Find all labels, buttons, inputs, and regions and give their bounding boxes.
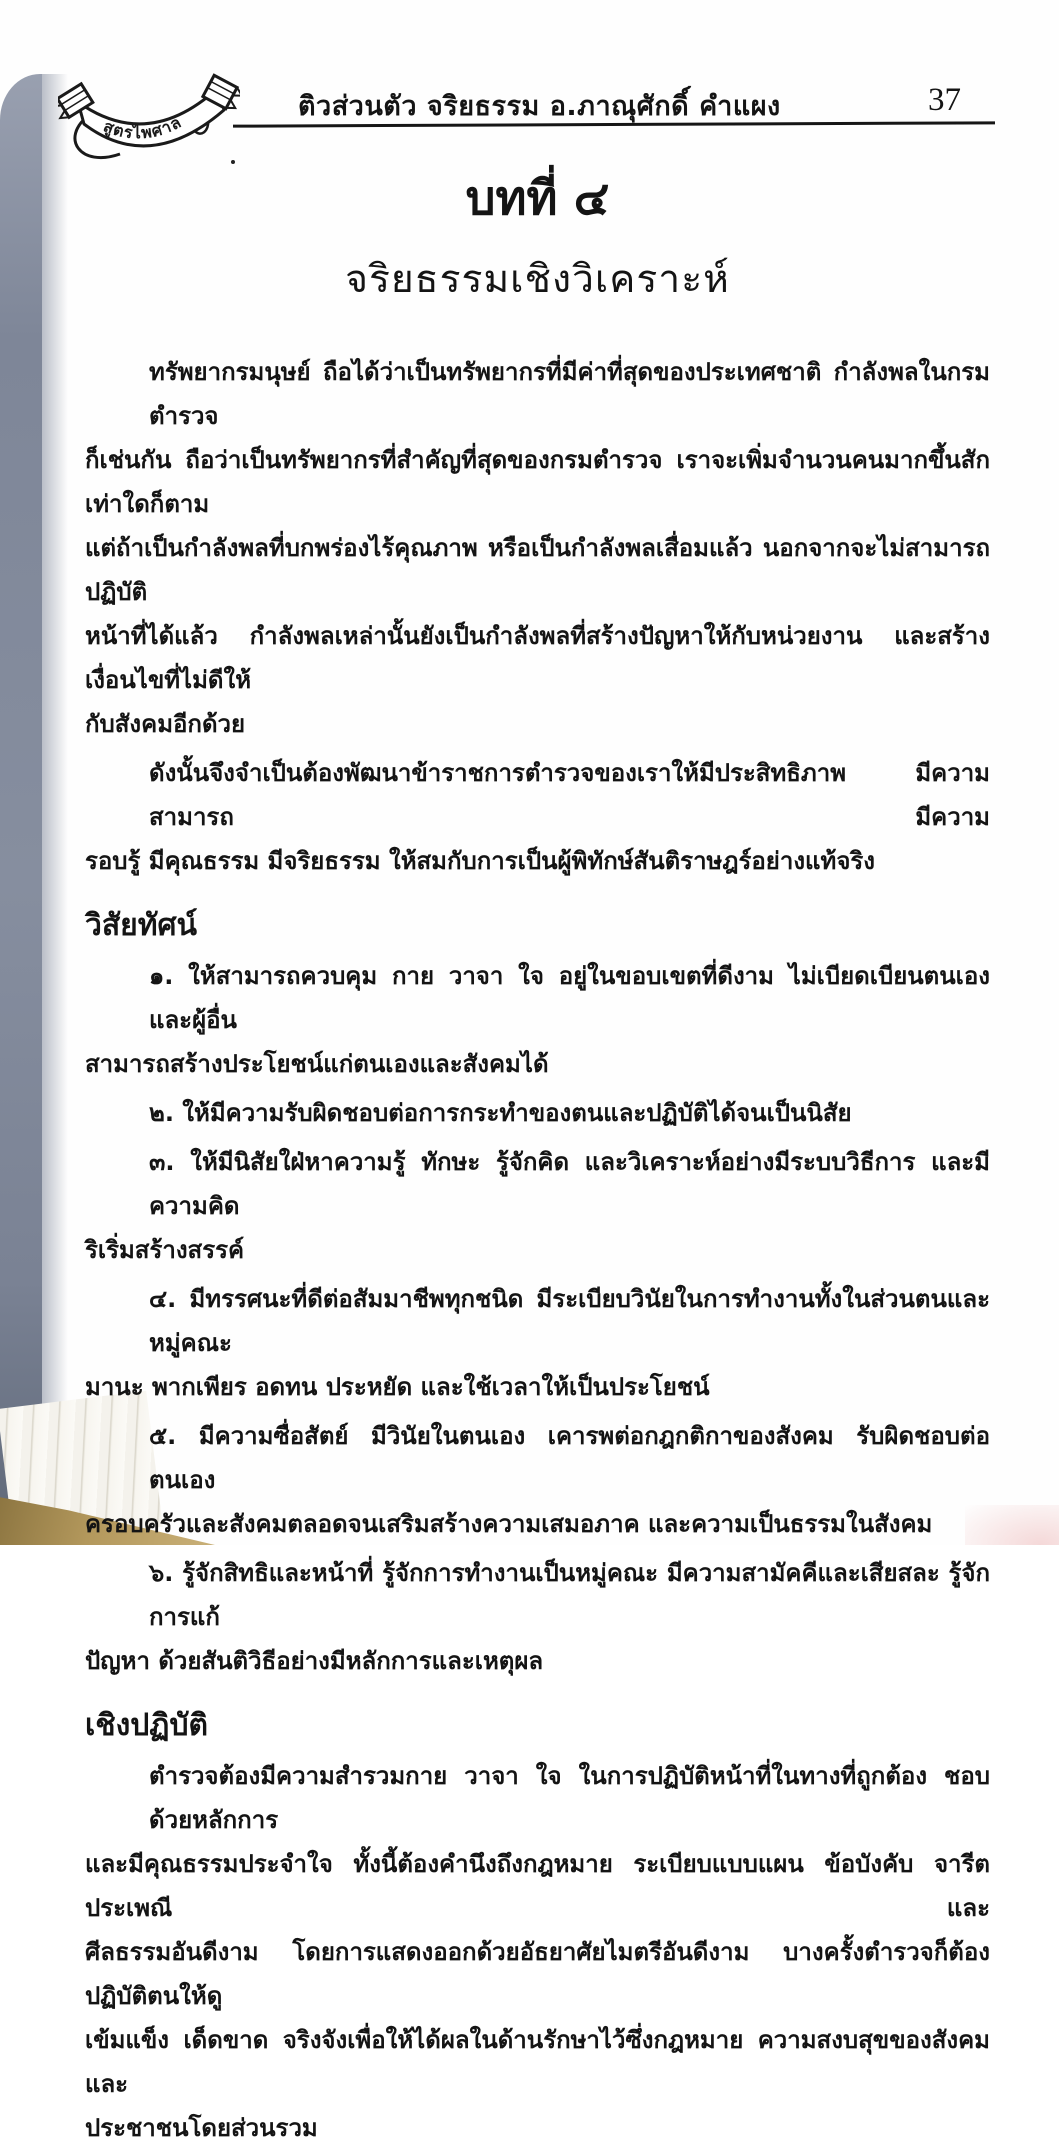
- text-line: ๕. มีความซื่อสัตย์ มีวินัยในตนเอง เคารพต่อกฎกติกาของสังคม รับผิดชอบต่อตนเอง: [149, 1422, 990, 1494]
- chapter-subtitle: จริยธรรมเชิงวิเคราะห์: [345, 257, 730, 302]
- text-line: ๓. ให้มีนิสัยใฝ่หาความรู้ ทักษะ รู้จักคิด และวิเคราะห์อย่างมีระบบวิธีการ และมีความคิด: [149, 1148, 990, 1220]
- vision-item-2: [85, 1091, 990, 1135]
- text-line: ก็เช่นกัน ถือว่าเป็นทรัพยากรที่สำคัญที่สุดของกรมตำรวจ เราจะเพิ่มจำนวนคนมากขึ้นสักเท่าใดก็ตาม: [85, 446, 990, 518]
- text-line: สามารถสร้างประโยชน์แก่ตนเองและสังคมได้: [85, 1050, 549, 1078]
- text-line: ๖. รู้จักสิทธิและหน้าที่ รู้จักการทำงานเป็นหมู่คณะ มีความสามัคคีและเสียสละ รู้จักการแก้: [149, 1559, 990, 1631]
- text-line: แต่ถ้าเป็นกำลังพลที่บกพร่องไร้คุณภาพ หรือเป็นกำลังพลเสื่อมแล้ว นอกจากจะไม่สามารถปฏิบัติ: [85, 534, 990, 606]
- text-line: มานะ พากเพียร อดทน ประหยัด และใช้เวลาให้เป็นประโยชน์: [85, 1373, 710, 1401]
- text-line: กับสังคมอีกด้วย: [85, 710, 246, 738]
- text-line: รอบรู้ มีคุณธรรม มีจริยธรรม ให้สมกับการเป็นผู้พิทักษ์สันติราษฎร์อย่างแท้จริง: [85, 847, 876, 875]
- vision-item-5: [85, 1414, 990, 1546]
- intro-paragraph-1: [85, 350, 990, 746]
- page-number: 37: [928, 82, 961, 118]
- intro-paragraph-2: [85, 751, 990, 883]
- text-line: ทรัพยากรมนุษย์ ถือได้ว่าเป็นทรัพยากรที่มีค่าที่สุดของประเทศชาติ กำลังพลในกรมตำรวจ: [149, 358, 990, 430]
- text-line: หน้าที่ได้แล้ว กำลังพลเหล่านั้นยังเป็นกำลังพลที่สร้างปัญหาให้กับหน่วยงาน และสร้างเงื่อนไขที่ไม่ดีให้: [85, 622, 990, 694]
- text-line: ครอบครัวและสังคมตลอดจนเสริมสร้างความเสมอภาค และความเป็นธรรมในสังคม: [85, 1510, 933, 1538]
- text-line: ๑. ให้สามารถควบคุม กาย วาจา ใจ อยู่ในขอบเขตที่ดีงาม ไม่เบียดเบียนตนเองและผู้อื่น: [149, 962, 990, 1034]
- text-line: ตำรวจต้องมีความสำรวมกาย วาจา ใจ ในการปฏิบัติหน้าที่ในทางที่ถูกต้อง ชอบด้วยหลักการ: [149, 1762, 990, 1834]
- text-line: ๒. ให้มีความรับผิดชอบต่อการกระทำของตนและปฏิบัติได้จนเป็นนิสัย: [149, 1099, 852, 1127]
- publisher-logo-text: สูตรไพศาล: [100, 112, 185, 143]
- section-heading: เชิงปฏิบัติ: [85, 1708, 208, 1743]
- text-line: ปัญหา ด้วยสันติวิธีอย่างมีหลักการและเหตุผล: [85, 1647, 544, 1675]
- page-curve-shadow: [42, 74, 68, 1545]
- running-header-title: ติวส่วนตัว จริยธรรม อ.ภาณุศักดิ์ คำแผง: [298, 91, 781, 122]
- book-cover-edge: [0, 74, 42, 1545]
- vision-item-6: [85, 1551, 990, 1683]
- text-line: ประชาชนโดยส่วนรวม: [85, 2114, 318, 2142]
- page-content: [85, 350, 990, 2150]
- vision-item-3: [85, 1140, 990, 1272]
- text-line: ริเริ่มสร้างสรรค์: [85, 1236, 245, 1264]
- text-line: และมีคุณธรรมประจำใจ ทั้งนี้ต้องคำนึงถึงกฎหมาย ระเบียบแบบแผน ข้อบังคับ จารีตประเพณี และ: [85, 1850, 990, 1922]
- chapter-title: บทที่ ๔: [465, 171, 610, 226]
- text-line: เข้มแข็ง เด็ดขาด จริงจังเพื่อให้ได้ผลในด้านรักษาไว้ซึ่งกฎหมาย ความสงบสุขของสังคม และ: [85, 2026, 990, 2098]
- text-line: ศีลธรรมอันดีงาม โดยการแสดงออกด้วยอัธยาศัยไมตรีอันดีงาม บางครั้งตำรวจก็ต้องปฏิบัติตนให้ดู: [85, 1938, 990, 2010]
- vision-item-1: [85, 954, 990, 1086]
- vision-item-4: [85, 1277, 990, 1409]
- text-line: ดังนั้นจึงจำเป็นต้องพัฒนาข้าราชการตำรวจของเราให้มีประสิทธิภาพ มีความสามารถ มีความ: [149, 759, 990, 831]
- practice-paragraph: [85, 1754, 990, 2150]
- text-line: ๔. มีทรรศนะที่ดีต่อสัมมาชีพทุกชนิด มีระเบียบวินัยในการทำงานทั้งในส่วนตนและหมู่คณะ: [149, 1285, 990, 1357]
- section-heading: วิสัยทัศน์: [85, 908, 198, 943]
